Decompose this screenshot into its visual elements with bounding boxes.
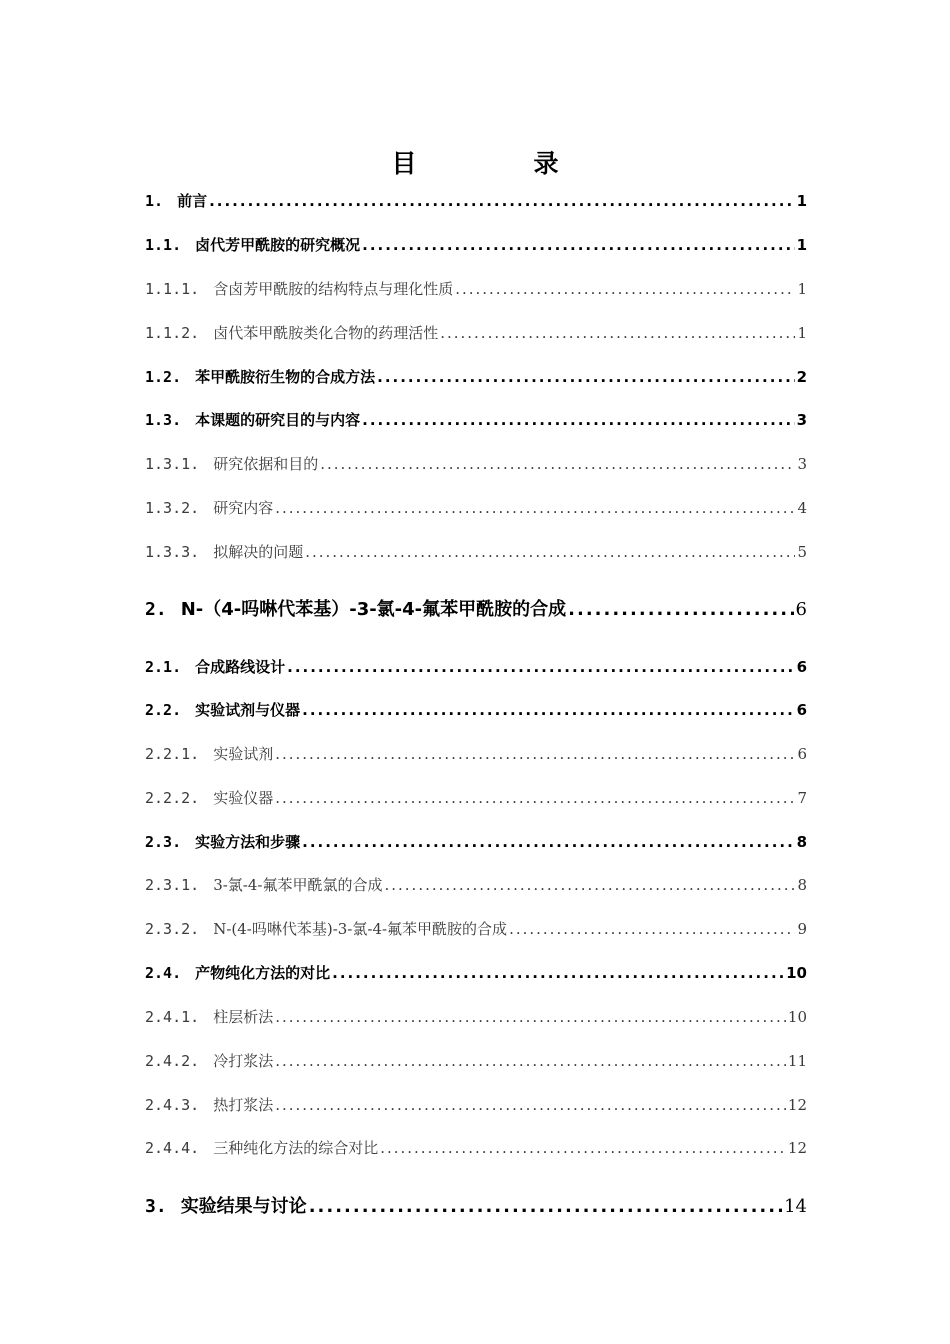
toc-entry-page: 10 [787, 1008, 807, 1026]
toc-entry[interactable] [145, 962, 807, 983]
toc-entry-page: 4 [797, 499, 807, 517]
toc-leader-dots [275, 745, 795, 763]
toc-leader-dots [275, 499, 795, 517]
toc-leader-dots [275, 1052, 786, 1070]
toc-entry-page: 9 [797, 920, 807, 938]
toc-entry-number: 2.1. [145, 658, 182, 676]
toc-entry-number: 1.3.1. [145, 455, 200, 473]
toc-entry[interactable] [145, 409, 807, 430]
toc-leader-dots [362, 236, 794, 254]
toc-entry-page: 2 [796, 368, 807, 386]
toc-entry-text: 三种纯化方法的综合对比 [213, 1139, 379, 1157]
toc-entry-page: 6 [797, 745, 807, 763]
toc-entry[interactable] [145, 595, 807, 621]
toc-leader-dots [275, 789, 795, 807]
toc-entry-page: 6 [796, 658, 807, 676]
toc-entry-text: 拟解决的问题 [213, 543, 304, 561]
toc-leader-dots [568, 599, 793, 620]
toc-leader-dots [287, 658, 794, 676]
toc-entry-number: 1.3. [145, 411, 182, 429]
toc-entry-text: 研究依据和目的 [213, 455, 319, 473]
toc-entry[interactable] [145, 366, 807, 387]
toc-entry[interactable] [145, 322, 807, 343]
toc-entry-text: 研究内容 [213, 499, 274, 517]
toc-entry[interactable] [145, 1192, 807, 1218]
toc-entry-number: 1.2. [145, 368, 182, 386]
toc-entry-number: 2.2.1. [145, 745, 200, 763]
toc-leader-dots [377, 368, 794, 386]
toc-leader-dots [302, 701, 794, 719]
toc-entry[interactable] [145, 234, 807, 255]
toc-entry[interactable] [145, 656, 807, 677]
toc-leader-dots [275, 1096, 786, 1114]
toc-entry-text: 本课题的研究目的与内容 [195, 411, 361, 429]
toc-entry-page: 1 [797, 324, 807, 342]
toc-entry-text: 冷打浆法 [213, 1052, 274, 1070]
toc-entry-text: 合成路线设计 [195, 658, 286, 676]
toc-leader-dots [275, 1008, 786, 1026]
toc-entry-page: 10 [786, 964, 807, 982]
toc-entry[interactable] [145, 874, 807, 895]
toc-entry-text: 实验结果与讨论 [180, 1196, 307, 1217]
toc-entry[interactable] [145, 787, 807, 808]
toc-entry-page: 14 [784, 1196, 807, 1217]
toc-entry[interactable] [145, 1006, 807, 1027]
toc-entry-page: 12 [787, 1096, 807, 1114]
toc-entry-page: 8 [797, 876, 807, 894]
toc-entry-number: 2.4.1. [145, 1008, 200, 1026]
toc-leader-dots [384, 876, 795, 894]
toc-entry-text: 热打浆法 [213, 1096, 274, 1114]
toc-entry-number: 2.4.4. [145, 1139, 200, 1157]
toc-entry[interactable] [145, 1050, 807, 1071]
toc-entry-text: 产物纯化方法的对比 [195, 964, 331, 982]
toc-entry-page: 1 [797, 280, 807, 298]
toc-entry[interactable] [145, 190, 807, 211]
toc-entry-text: 实验试剂与仪器 [195, 701, 301, 719]
toc-leader-dots [509, 920, 795, 938]
toc-entry-number: 2.4.2. [145, 1052, 200, 1070]
toc-entry-text: 含卤芳甲酰胺的结构特点与理化性质 [213, 280, 454, 298]
toc-entry-number: 1. [145, 192, 164, 210]
toc-entry[interactable] [145, 918, 807, 939]
toc-entry-text: 卤代苯甲酰胺类化合物的药理活性 [213, 324, 439, 342]
toc-entry[interactable] [145, 831, 807, 852]
toc-leader-dots [302, 833, 794, 851]
toc-entry-page: 8 [796, 833, 807, 851]
toc-entry[interactable] [145, 541, 807, 562]
toc-leader-dots [362, 411, 794, 429]
toc-entry-number: 1.1.1. [145, 280, 200, 298]
toc-leader-dots [309, 1196, 782, 1217]
toc-entry-number: 2.3. [145, 833, 182, 851]
toc-leader-dots [320, 455, 795, 473]
toc-leader-dots [380, 1139, 786, 1157]
toc-entry-page: 11 [787, 1052, 807, 1070]
toc-entry-text: 前言 [177, 192, 208, 210]
toc-entry[interactable] [145, 453, 807, 474]
toc-entry-page: 7 [797, 789, 807, 807]
toc-entry[interactable] [145, 743, 807, 764]
toc-entry-page: 1 [796, 192, 807, 210]
toc-entry-number: 2.3.1. [145, 876, 200, 894]
toc-entry-page: 6 [795, 599, 807, 620]
toc-leader-dots [305, 543, 795, 561]
toc-entry[interactable] [145, 699, 807, 720]
toc-entry-text: 实验方法和步骤 [195, 833, 301, 851]
toc-entry-number: 2.4. [145, 964, 182, 982]
toc-entry-number: 2.2. [145, 701, 182, 719]
toc-entry-number: 2.2.2. [145, 789, 200, 807]
toc-entry-text: 柱层析法 [213, 1008, 274, 1026]
toc-entry-text: 苯甲酰胺衍生物的合成方法 [195, 368, 376, 386]
toc-entry-number: 1.3.3. [145, 543, 200, 561]
toc-entry[interactable] [145, 497, 807, 518]
toc-entry[interactable] [145, 1137, 807, 1158]
toc-entry[interactable] [145, 278, 807, 299]
toc-leader-dots [209, 192, 794, 210]
toc-entry-text: 3-氯-4-氟苯甲酰氯的合成 [213, 876, 383, 894]
toc-entry-text: N-（4-吗啉代苯基）-3-氯-4-氟苯甲酰胺的合成 [180, 599, 567, 620]
toc-leader-dots [455, 280, 795, 298]
toc-entry-page: 3 [797, 455, 807, 473]
toc-entry-number: 1.1. [145, 236, 182, 254]
toc-entry-number: 2.4.3. [145, 1096, 200, 1114]
toc-entry-text: 实验试剂 [213, 745, 274, 763]
toc-entry-number: 1.1.2. [145, 324, 200, 342]
toc-entry-text: N-(4-吗啉代苯基)-3-氯-4-氟苯甲酰胺的合成 [213, 920, 508, 938]
toc-title: 目 录 [391, 149, 605, 178]
toc-leader-dots [440, 324, 795, 342]
toc-entry-page: 6 [796, 701, 807, 719]
toc-entry-page: 12 [787, 1139, 807, 1157]
toc-entry-page: 1 [796, 236, 807, 254]
toc-entry-page: 5 [797, 543, 807, 561]
toc-entry-number: 2.3.2. [145, 920, 200, 938]
toc-leader-dots [332, 964, 784, 982]
toc-entry[interactable] [145, 1094, 807, 1115]
toc-entry-page: 3 [796, 411, 807, 429]
toc-entry-text: 卤代芳甲酰胺的研究概况 [195, 236, 361, 254]
toc-entry-text: 实验仪器 [213, 789, 274, 807]
toc-entry-number: 3. [145, 1196, 167, 1217]
toc-entry-number: 2. [145, 599, 167, 620]
toc-entry-number: 1.3.2. [145, 499, 200, 517]
